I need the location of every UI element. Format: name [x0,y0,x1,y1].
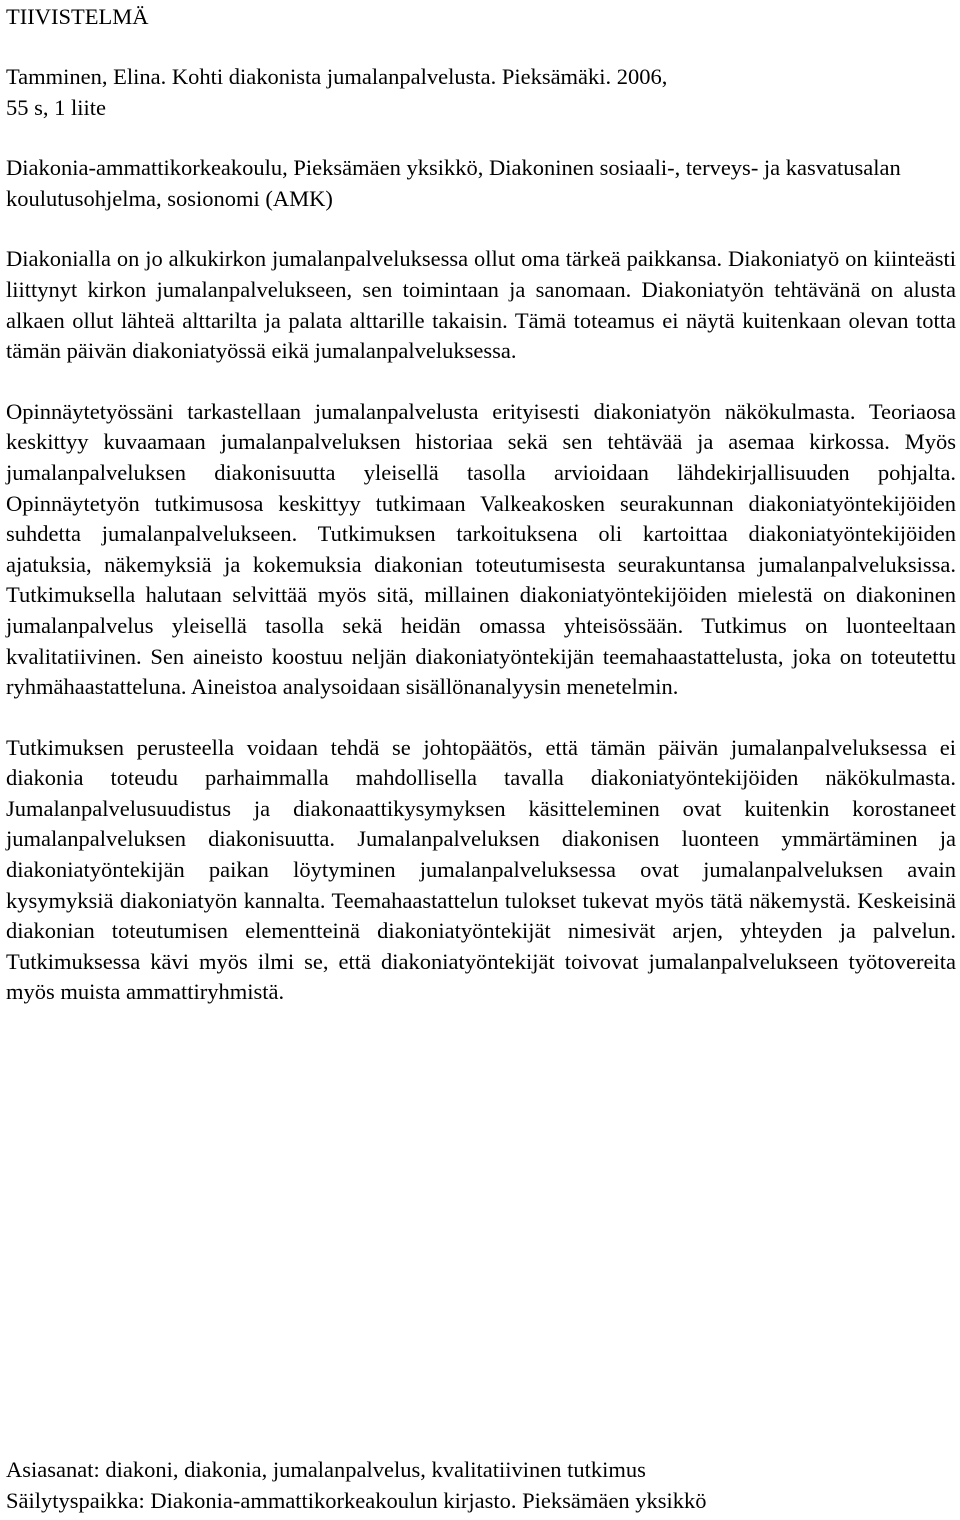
page-title: TIIVISTELMÄ [6,4,149,29]
document-footer [6,1455,956,1516]
bibliographic-line-2: 55 s, 1 liite [6,94,106,120]
document-page [6,2,956,1008]
abstract-paragraph-3: Tutkimuksen perusteella voidaan tehdä se johtopäätös, että tämän päivän jumalanpalveluksessa ei diakonia toteudu parhaimmalla mahdollisella tavalla diakoniatyöntekijöiden näkökulmasta. Jumalanpalvelusuudistus ja diakonaattikysymyksen käsitteleminen ovat kuitenkin korostaneet jumalanpalveluksen diakonisuutta. Jumalanpalveluksen diakonisen luonteen ymmärtäminen ja diakoniatyöntekijän paikan löytyminen jumalanpalveluksessa ovat jumalanpalveluksen avain kysymyksiä diakoniatyön kannalta. Teemahaastattelun tulokset tukevat myös tätä näkemystä. Keskeisinä diakonian toteutumisen elementteinä diakoniatyöntekijät nimesivät arjen, yhteyden ja palvelun. Tutkimuksessa kävi myös ilmi se, että diakoniatyöntekijät toivovat jumalanpalvelukseen työtovereita myös muista ammattiryhmistä. [6,734,956,1005]
abstract-paragraph-2: Opinnäytetyössäni tarkastellaan jumalanpalvelusta erityisesti diakoniatyön näkökulmasta. Teoriaosa keskittyy kuvaamaan jumalanpalveluksen historiaa sekä sen tehtävää ja asemaa kirkossa. Myös jumalanpalveluksen diakonisuutta yleisellä tasolla arvioidaan lähdekirjallisuuden pohjalta. Opinnäytetyön tutkimusosa keskittyy tutkimaan Valkeakosken seurakunnan diakoniatyöntekijöiden suhdetta jumalanpalvelukseen. Tutkimuksen tarkoituksena oli kartoittaa diakoniatyöntekijöiden ajatuksia, näkemyksiä ja kokemuksia diakonian toteutumisesta seurakuntansa jumalanpalveluksissa. Tutkimuksella halutaan selvittää myös sitä, millainen diakoniatyöntekijöiden mielestä on diakoninen jumalanpalvelus yleisellä tasolla sekä heidän omassa yhteisössään. Tutkimus on luonteeltaan kvalitatiivinen. Sen aineisto koostuu neljän diakoniatyöntekijän teemahaastattelusta, joka on toteutettu ryhmähaastatteluna. Aineistoa analysoidaan sisällönanalyysin menetelmin. [6,398,956,700]
keywords-line: Asiasanat: diakoni, diakonia, jumalanpalvelus, kvalitatiivinen tutkimus [6,1457,646,1482]
bibliographic-line-1: Tamminen, Elina. Kohti diakonista jumalanpalvelusta. Pieksämäki. 2006, [6,64,668,89]
abstract-paragraph-1: Diakonialla on jo alkukirkon jumalanpalveluksessa ollut oma tärkeä paikkansa. Diakoniatyö on kiinteästi liittynyt kirkon jumalanpalvelukseen, sen toimintaan ja sanomaan. Diakoniatyön tehtävänä on alusta alkaen ollut lähteä alttarilta ja palata alttarille takaisin. Tämä toteamus ei näytä kuitenkaan olevan totta tämän päivän diakoniatyössä eikä jumalanpalveluksessa. [6,246,956,364]
storage-line: Säilytyspaikka: Diakonia-ammattikorkeakoulun kirjasto. Pieksämäen yksikkö [6,1487,707,1513]
institution-text: Diakonia-ammattikorkeakoulu, Pieksämäen yksikkö, Diakoninen sosiaali-, terveys- ja kasvatusalan koulutusohjelma, sosionomi (AMK) [6,155,901,211]
